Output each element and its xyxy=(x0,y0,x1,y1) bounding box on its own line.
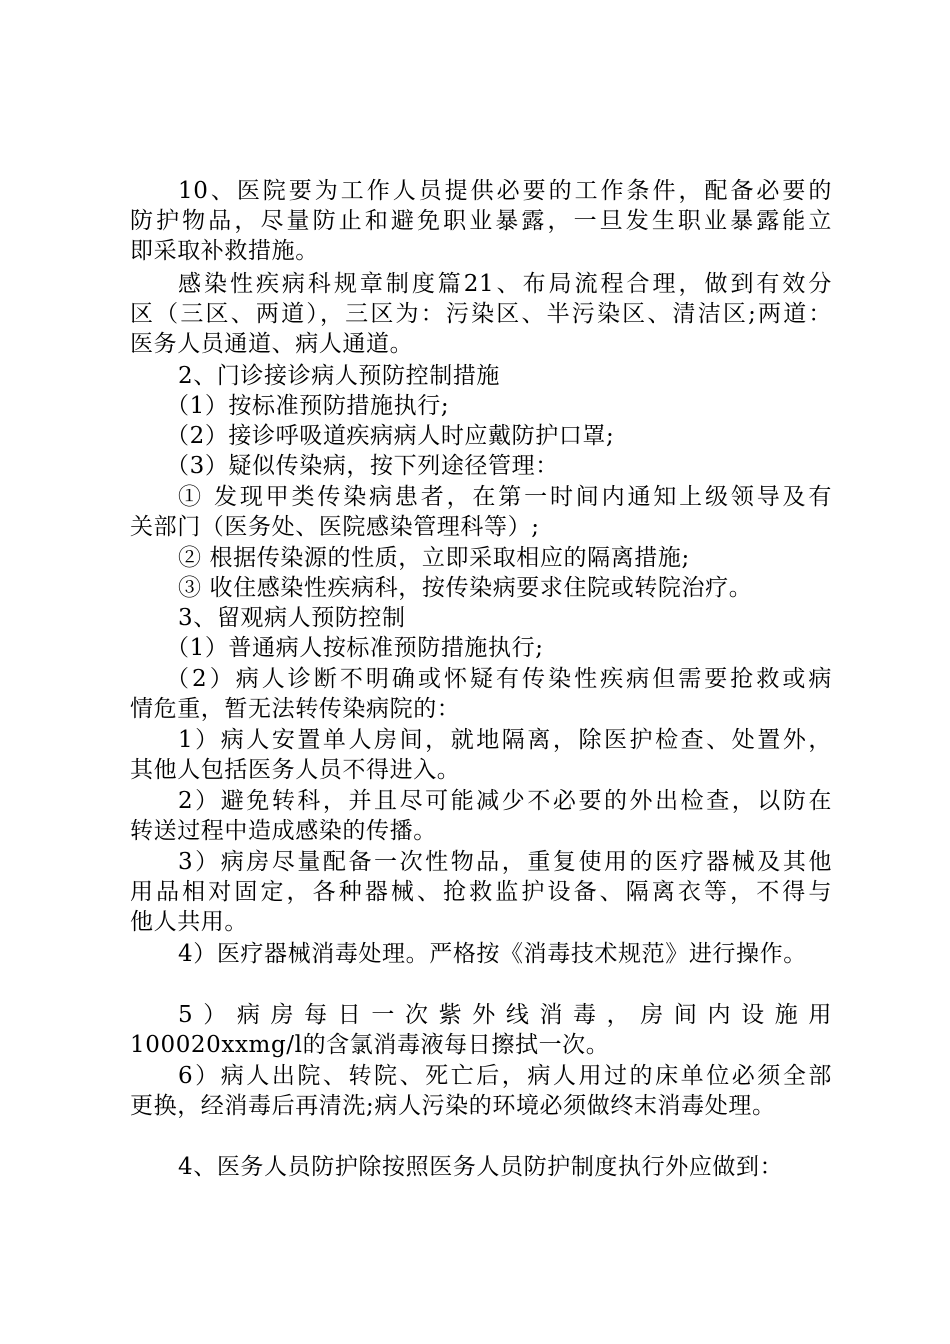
list-item: （1）按标准预防措施执行; xyxy=(166,393,450,419)
list-item: ① 发现甲类传染病患者，在第一时间内通知上级领导及有 xyxy=(178,484,832,510)
list-item: 3）病房尽量配备一次性物品，重复使用的医疗器械及其他 xyxy=(178,849,832,875)
paragraph-line: 更换，经消毒后再清洗;病人污染的环境必须做终末消毒处理。 xyxy=(130,1093,776,1119)
paragraph-line: 区（三区、两道），三区为：污染区、半污染区、清洁区;两道： xyxy=(130,301,832,327)
paragraph-line: 即采取补救措施。 xyxy=(130,238,319,264)
paragraph-line: 情危重，暂无法转传染病院的： xyxy=(130,696,461,722)
paragraph-line: 100020xxmg/l的含氯消毒液每日擦拭一次。 xyxy=(130,1032,610,1058)
list-item: 1）病人安置单人房间，就地隔离，除医护检查、处置外， xyxy=(178,727,832,753)
list-item: ③ 收住感染性疾病科，按传染病要求住院或转院治疗。 xyxy=(178,575,753,601)
paragraph-line: 用品相对固定，各种器械、抢救监护设备、隔离衣等，不得与 xyxy=(130,879,832,905)
list-item: （2）接诊呼吸道疾病病人时应戴防护口罩; xyxy=(166,423,615,449)
paragraph-line: 10、医院要为工作人员提供必要的工作条件，配备必要的 xyxy=(178,178,832,204)
paragraph-line: 防护物品，尽量防止和避免职业暴露，一旦发生职业暴露能立 xyxy=(130,208,832,234)
paragraph-line: 转送过程中造成感染的传播。 xyxy=(130,818,437,844)
list-item: 2）避免转科，并且尽可能减少不必要的外出检查，以防在 xyxy=(178,788,832,814)
paragraph-line: 其他人包括医务人员不得进入。 xyxy=(130,757,461,783)
list-item: （3）疑似传染病，按下列途径管理： xyxy=(166,453,559,479)
section-heading: 3、留观病人预防控制 xyxy=(178,605,406,631)
list-item: （1）普通病人按标准预防措施执行; xyxy=(166,635,544,661)
paragraph-line: 感染性疾病科规章制度篇21、布局流程合理，做到有效分 xyxy=(178,271,832,297)
section-heading: 2、门诊接诊病人预防控制措施 xyxy=(178,363,501,389)
section-heading: 4、医务人员防护除按照医务人员防护制度执行外应做到： xyxy=(178,1154,784,1180)
paragraph-line: 关部门（医务处、医院感染管理科等）; xyxy=(130,514,540,540)
list-item: （2）病人诊断不明确或怀疑有传染性疾病但需要抢救或病 xyxy=(166,666,832,692)
list-item: 4）医疗器械消毒处理。严格按《消毒技术规范》进行操作。 xyxy=(178,941,807,967)
list-item: 5）病房每日一次紫外线消毒，房间内设施用 xyxy=(178,1002,832,1028)
list-item: 6）病人出院、转院、死亡后，病人用过的床单位必须全部 xyxy=(178,1063,832,1089)
list-item: ② 根据传染源的性质，立即采取相应的隔离措施; xyxy=(178,545,690,571)
paragraph-line: 他人共用。 xyxy=(130,909,248,935)
paragraph-line: 医务人员通道、病人通道。 xyxy=(130,331,414,357)
